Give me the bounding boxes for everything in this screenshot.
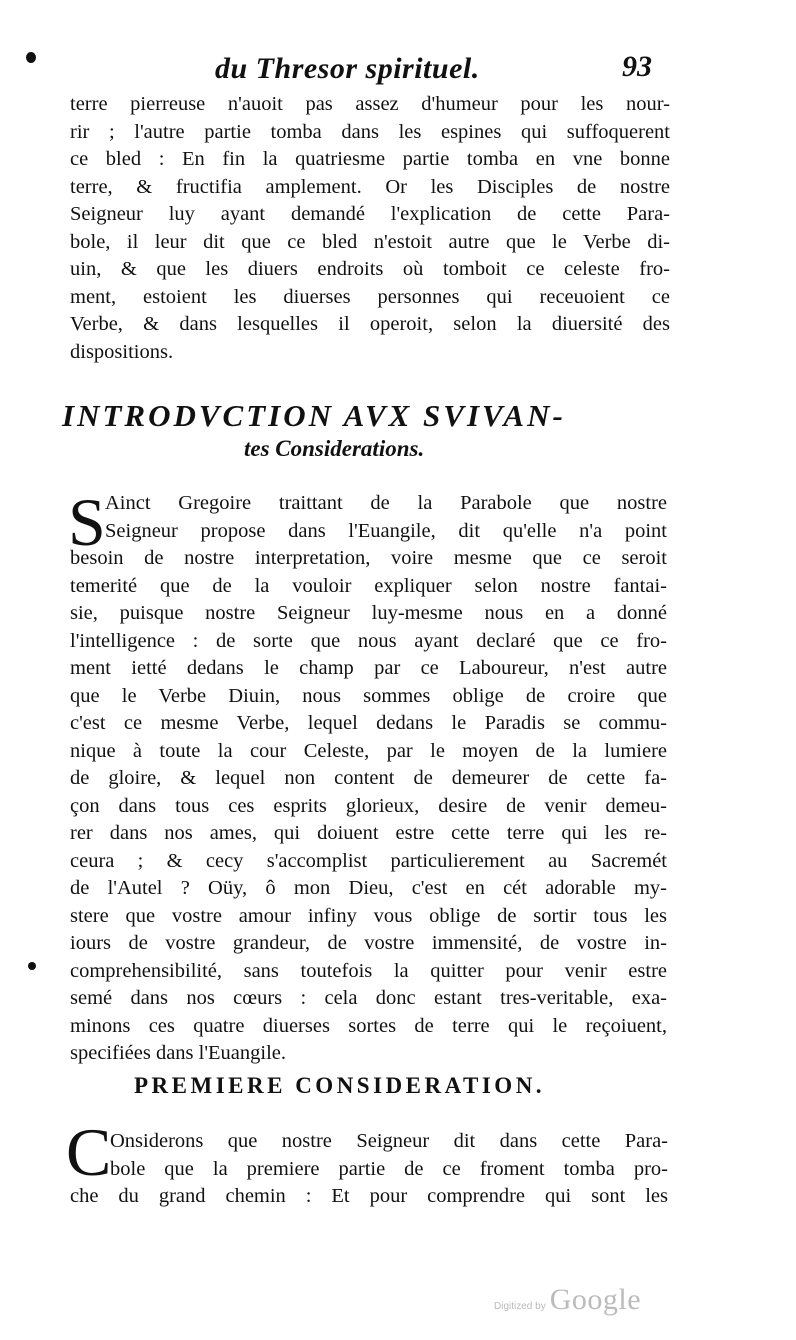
text-line: bole, il leur dit que ce bled n'estoit autre que le Verbe di- (70, 230, 670, 253)
text-line: stere que vostre amour infiny vous oblige de sortir tous les (70, 904, 667, 927)
ink-blot-mark (28, 962, 36, 970)
text-line: nique à toute la cour Celeste, par le moyen de la lumiere (70, 739, 667, 762)
text-line: Seigneur luy ayant demandé l'explication de cette Para- (70, 203, 670, 225)
text-line: che du grand chemin : Et pour comprendre qui sont les (70, 1185, 668, 1207)
text-line: c'est ce mesme Verbe, lequel dedans le Paradis se commu- (70, 712, 667, 734)
text-line: dispositions. (70, 340, 174, 363)
text-line: Verbe, & dans lesquelles il operoit, selon la diuersité des (70, 313, 670, 335)
text-line: ment, estoient les diuerses personnes qui receuoient ce (70, 285, 670, 308)
text-line: uin, & que les diuers endroits où tomboit ce celeste fro- (70, 258, 670, 280)
text-line: que le Verbe Diuin, nous sommes oblige de croire que (70, 684, 667, 707)
intro-heading-line-2: tes Considerations. (244, 436, 425, 461)
first-dropcap: C (66, 1114, 112, 1190)
text-line: rir ; l'autre partie tomba dans les espines qui suffoquerent (70, 120, 670, 143)
text-line: temerité que de la vouloir expliquer selon nostre fantai- (70, 574, 667, 597)
text-line: sie, puisque nostre Seigneur luy-mesme nous en a donné (70, 602, 667, 624)
text-line: bole que la premiere partie de ce froment tomba pro- (110, 1157, 668, 1180)
ink-blot-mark (26, 52, 36, 63)
first-consideration-paragraph (70, 1128, 668, 1211)
text-line: minons ces quatre diuerses sortes de terre qui le reçoiuent, (70, 1014, 667, 1037)
intro-dropcap: S (68, 484, 106, 560)
text-line: terre pierreuse n'auoit pas assez d'humeur pour les nour- (70, 93, 670, 115)
text-line: de gloire, & lequel non content de demeurer de cette fa- (70, 767, 667, 789)
text-line: semé dans nos cœurs : cela donc estant tres-veritable, exa- (70, 987, 667, 1009)
digitized-by-google-watermark (494, 1283, 641, 1317)
digitized-by-label: Digitized by (494, 1301, 546, 1312)
text-line: de l'Autel ? Oüy, ô mon Dieu, c'est en cét adorable my- (70, 877, 667, 899)
text-line: Ainct Gregoire traittant de la Parabole que nostre (105, 492, 667, 514)
running-head: du Thresor spirituel. (215, 52, 480, 85)
intro-heading-line-1: INTRODVCTION AVX SVIVAN- (62, 398, 566, 433)
text-line: besoin de nostre interpretation, voire mesme que ce seroit (70, 547, 667, 569)
text-line: Seigneur propose dans l'Euangile, dit qu'elle n'a point (105, 519, 667, 542)
text-line: çon dans tous ces esprits glorieux, desire de venir demeu- (70, 794, 667, 817)
google-logo: Google (549, 1283, 642, 1316)
text-line: Onsiderons que nostre Seigneur dit dans cette Para- (110, 1130, 668, 1152)
text-line: iours de vostre grandeur, de vostre immensité, de vostre in- (70, 932, 667, 954)
text-line: terre, & fructifia amplement. Or les Disciples de nostre (70, 175, 670, 198)
text-line: rer dans nos ames, qui doiuent estre cette terre qui les re- (70, 822, 667, 844)
text-line: l'intelligence : de sorte que nous ayant declaré que ce fro- (70, 629, 667, 652)
text-line: comprehensibilité, sans toutefois la quitter pour venir estre (70, 959, 667, 982)
first-consideration-heading: PREMIERE CONSIDERATION. (134, 1073, 546, 1098)
page-number: 93 (622, 50, 652, 83)
paragraph-top (70, 91, 670, 366)
text-line: ceura ; & cecy s'accomplist particulierement au Sacremét (70, 849, 667, 872)
text-line: specifiées dans l'Euangile. (70, 1042, 287, 1064)
intro-paragraph (70, 490, 667, 1068)
text-line: ce bled : En fin la quatriesme partie tomba en vne bonne (70, 148, 670, 170)
text-line: ment ietté dedans le champ par ce Laboureur, n'est autre (70, 657, 667, 679)
